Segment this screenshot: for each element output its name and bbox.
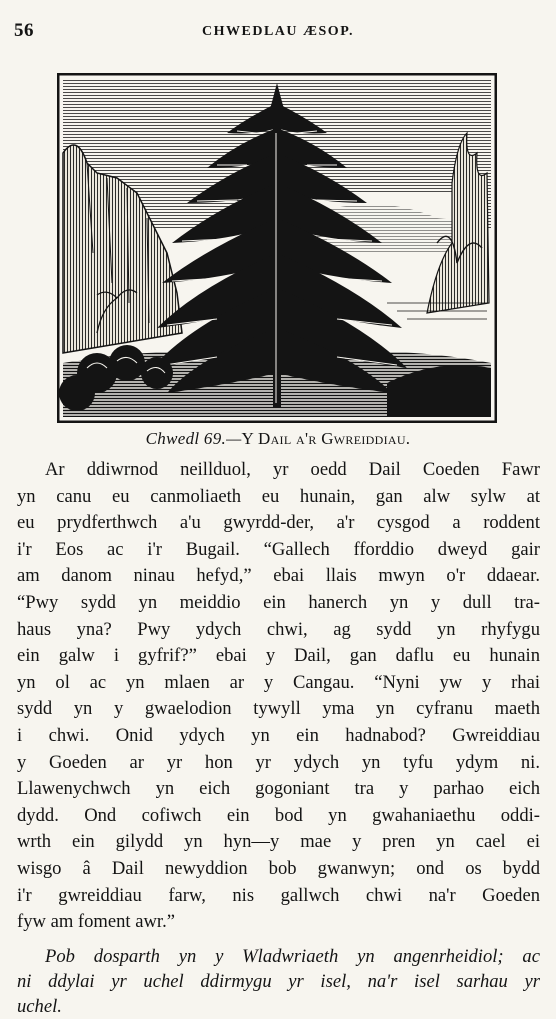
story-line: i chwi. Onid ydych yn ein hadnabod? Gwreiddiau	[17, 724, 540, 746]
fir-tree-illustration	[57, 73, 497, 423]
story-line: wisgo â Dail newyddion bob gwanwyn; ond os bydd	[17, 857, 540, 879]
story-line: sydd yn y gwaelodion tywyll yma yn cyfranu maeth	[17, 698, 540, 720]
story-line: y Goeden ar yr hon yr ydych yn tyfu ydym ni.	[17, 751, 540, 773]
story-line: i'r gwreiddiau farw, nis gallwch chwi na'r Goeden	[17, 884, 540, 906]
story-line: Ar ddiwrnod neillduol, yr oedd Dail Coeden Fawr	[45, 459, 540, 480]
story-line: eu prydferthwch a'u gwyrdd-der, a'r cysgod a roddent	[17, 512, 540, 534]
story-paragraph	[17, 457, 540, 936]
moral-line: uchel.	[17, 995, 62, 1017]
story-line: fyw am foment awr.”	[17, 911, 175, 933]
moral-line: ni ddylai yr uchel ddirmygu yr isel, na'r isel sarhau yr	[17, 970, 540, 992]
page-number: 56	[14, 20, 34, 41]
story-line: yn canu eu canmoliaeth eu hunain, gan alw sylw at	[17, 485, 540, 507]
moral-line: Pob dosparth yn y Wladwriaeth yn angenrheidiol; ac	[45, 945, 540, 967]
story-line: am danom ninau hefyd,” ebai llais mwyn o'r ddaear.	[17, 565, 540, 587]
story-line: dydd. Ond cofiwch ein bod yn gwahaniaethu oddi-	[17, 804, 540, 826]
story-line: “Pwy sydd yn meiddio ein hanerch yn y dull tra-	[17, 591, 540, 613]
fable-text	[17, 457, 540, 1019]
story-line: i'r Eos ac i'r Bugail. “Gallech fforddio dweyd gair	[17, 538, 540, 560]
fable-title: Y Dail a'r Gwreiddiau.	[241, 429, 411, 448]
story-line: ein galw i gyfrif?” ebai y Dail, gan daflu eu hunain	[17, 645, 540, 667]
story-line: yn ol ac yn mlaen ar y Cangau. “Nyni yw y rhai	[17, 671, 540, 693]
story-line: wrth ein gilydd yn hyn—y mae y pren yn cael ei	[17, 831, 540, 853]
fable-number: Chwedl 69.—	[145, 429, 242, 448]
story-line: haus yna? Pwy ydych chwi, ag sydd yn rhyfygu	[17, 618, 540, 640]
fable-caption	[0, 429, 556, 449]
running-title: CHWEDLAU ÆSOP.	[202, 24, 354, 39]
moral-paragraph	[17, 944, 540, 1019]
story-line: Llawenychwch yn eich gogoniant tra y parhao eich	[17, 778, 540, 800]
